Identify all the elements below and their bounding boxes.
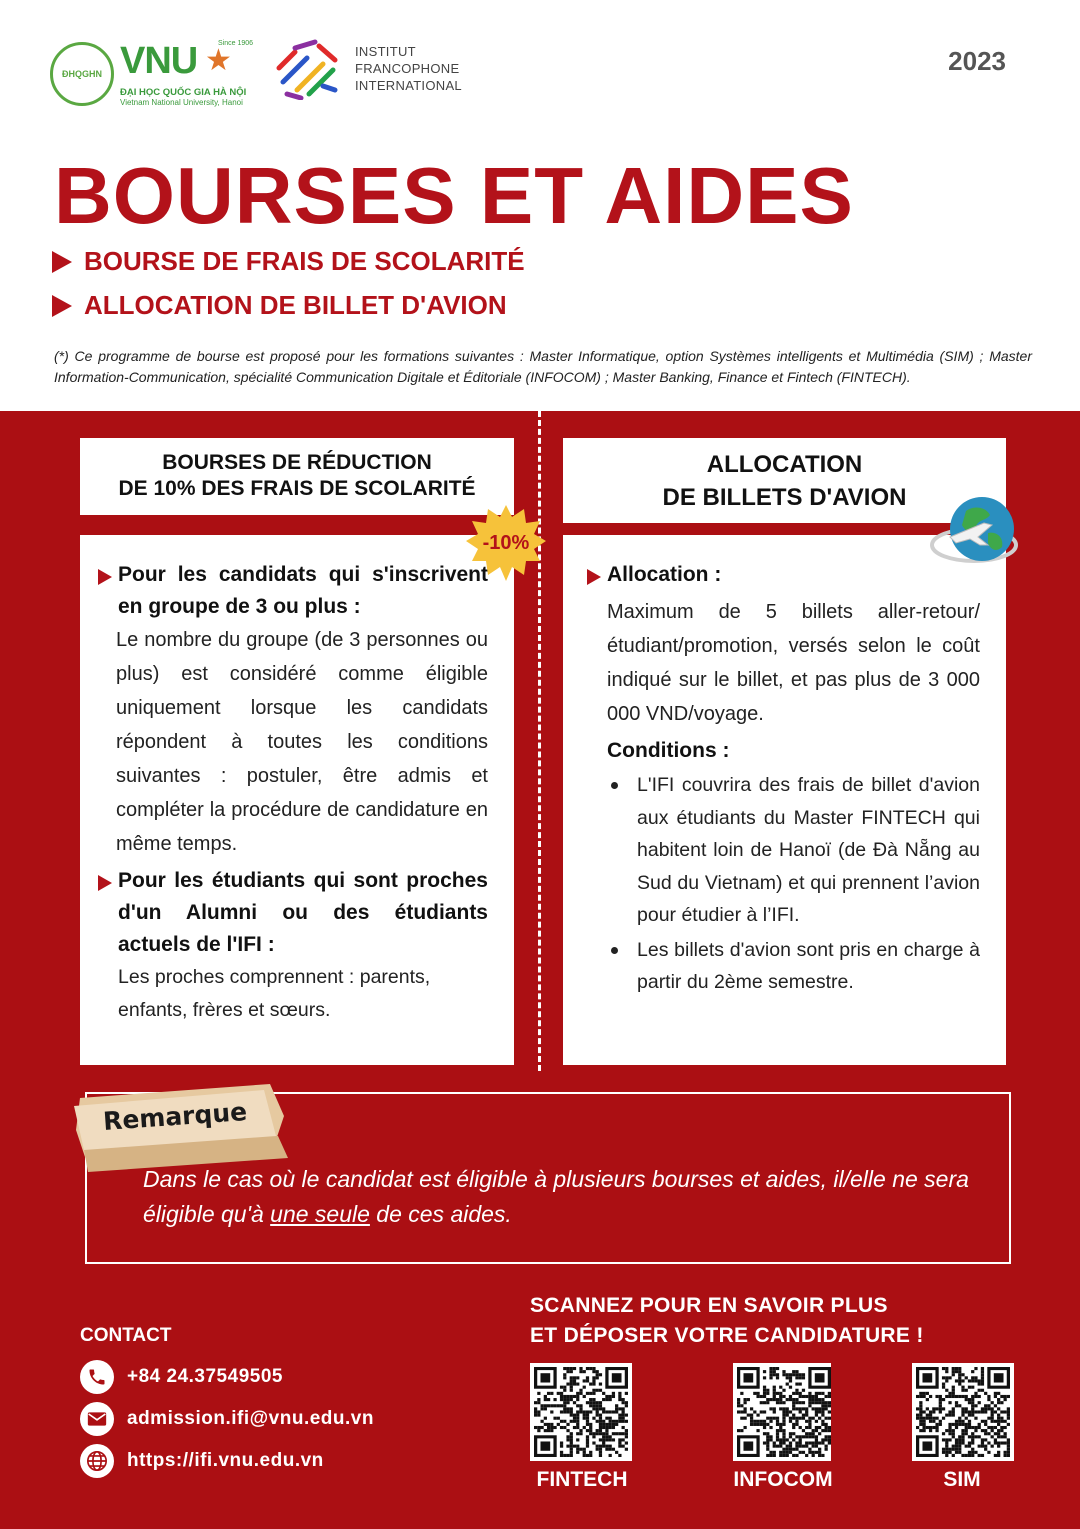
allocation-heading-text: Allocation :: [607, 563, 722, 586]
bullet-icon: [611, 947, 618, 954]
subtitle-tuition-text: BOURSE DE FRAIS DE SCOLARITÉ: [84, 246, 525, 276]
qr-label-fintech: FINTECH: [536, 1468, 628, 1491]
subtitle-tuition: [52, 246, 525, 277]
tuition-header-line1: BOURSES DE RÉDUCTION: [162, 451, 432, 474]
ifi-name-line1: INSTITUT: [355, 44, 416, 59]
ifi-mark-icon: [275, 38, 339, 100]
phone-icon: [80, 1360, 114, 1394]
vnu-seal-text: ĐHQGHN: [62, 69, 102, 79]
allocation-text: Maximum de 5 billets aller-retour/ étudiant/promotion, versés selon le coût indiqué sur le billet, et pas plus de 3 000 000 VND/voyage.: [607, 601, 980, 725]
ifi-name: [355, 43, 462, 94]
star-icon: ★: [205, 44, 232, 77]
year: 2023: [948, 46, 1006, 76]
remark-text-after: de ces aides.: [369, 1201, 512, 1227]
ifi-logo: [275, 38, 485, 100]
condition-text: Les billets d'avion sont pris en charge à partir du 2ème semestre.: [637, 938, 980, 993]
globe-airplane-icon: [930, 493, 1020, 569]
conditions-list: [607, 769, 980, 999]
allocation-heading: [607, 559, 980, 591]
condition-item: [607, 769, 980, 932]
email-address[interactable]: admission.ifi@vnu.edu.vn: [127, 1408, 374, 1429]
qr-code-icon: [534, 1367, 628, 1457]
qr-label-infocom: INFOCOM: [733, 1468, 833, 1491]
plane-header-line1: ALLOCATION: [706, 451, 863, 478]
vnu-logo: [50, 40, 255, 110]
red-section: [0, 411, 1080, 1529]
scan-title: [530, 1291, 924, 1351]
discount-badge: [466, 503, 546, 583]
ifi-name-line3: INTERNATIONAL: [355, 78, 462, 93]
triangle-icon: [52, 295, 72, 317]
scan-title-line1: SCANNEZ POUR EN SAVOIR PLUS: [530, 1294, 888, 1317]
triangle-icon: [98, 569, 112, 585]
plane-ticket-box-body: [563, 535, 1006, 1065]
triangle-icon: [52, 251, 72, 273]
remark-text: [143, 1162, 973, 1232]
condition-item: [607, 934, 980, 999]
subtitle-plane-ticket-text: ALLOCATION DE BILLET D'AVION: [84, 290, 507, 320]
contact-phone: [80, 1360, 283, 1394]
subtitle-plane-ticket: [52, 290, 507, 321]
tuition-header-line2: DE 10% DES FRAIS DE SCOLARITÉ: [118, 477, 476, 500]
email-icon: [80, 1402, 114, 1436]
group-item-heading: [118, 559, 488, 623]
vnu-subtitle-vn: ĐẠI HỌC QUỐC GIA HÀ NỘI: [120, 87, 247, 98]
qr-code-infocom[interactable]: [733, 1363, 831, 1461]
alumni-item-heading: [118, 865, 488, 961]
vnu-subtitle-en: Vietnam National University, Hanoi: [120, 98, 243, 107]
triangle-icon: [587, 569, 601, 585]
alumni-item-text: Les proches comprennent : parents, enfants, frères et sœurs.: [118, 966, 431, 1021]
alumni-item-heading-text: Pour les étudiants qui sont proches d'un Alumni ou des étudiants actuels de l'IFI :: [118, 869, 488, 956]
qr-code-icon: [737, 1367, 831, 1457]
qr-code-fintech[interactable]: [530, 1363, 632, 1461]
qr-code-icon: [916, 1367, 1010, 1457]
remark-label: Remarque: [102, 1096, 248, 1136]
group-item-heading-text: Pour les candidats qui s'inscrivent en groupe de 3 ou plus :: [118, 563, 488, 618]
tuition-box-header: [80, 438, 514, 515]
vnu-since: Since 1906: [218, 40, 254, 47]
bullet-icon: [611, 782, 618, 789]
qr-code-sim[interactable]: [912, 1363, 1014, 1461]
group-item-text: Le nombre du groupe (de 3 personnes ou plus) est considéré comme éligible uniquement lorsque les candidats répondent à toutes les conditions suivantes : postuler, être admis et compléter la procédure de candidature en même temps.: [116, 629, 488, 855]
ifi-name-line2: FRANCOPHONE: [355, 61, 460, 76]
contact-title: CONTACT: [80, 1325, 172, 1346]
main-title: BOURSES ET AIDES: [54, 151, 854, 240]
website-url[interactable]: https://ifi.vnu.edu.vn: [127, 1450, 324, 1471]
plane-header-line2: DE BILLETS D'AVION: [662, 484, 907, 511]
phone-number[interactable]: +84 24.37549505: [127, 1366, 283, 1387]
condition-text: L'IFI couvrira des frais de billet d'avion aux étudiants du Master FINTECH qui habitent loin de Hanoï (de Đà Nẵng au Sud du Vietnam) et qui prennent l’avion pour étudier à l’IFI.: [637, 774, 980, 926]
globe-icon: [80, 1444, 114, 1478]
vnu-seal-icon: [50, 42, 114, 106]
remark-text-underlined: une seule: [270, 1201, 370, 1227]
conditions-heading: Conditions :: [607, 739, 730, 762]
qr-label-sim: SIM: [943, 1468, 981, 1491]
triangle-icon: [98, 875, 112, 891]
remark-text-before: Dans le cas où le candidat est éligible à plusieurs bourses et aides, il/elle ne sera éligible qu'à: [143, 1166, 969, 1227]
scan-title-line2: ET DÉPOSER VOTRE CANDIDATURE !: [530, 1324, 924, 1347]
vnu-wordmark: VNU: [120, 40, 198, 82]
discount-badge-text: -10%: [482, 531, 530, 554]
contact-email: [80, 1402, 374, 1436]
tuition-box-body: [80, 535, 514, 1065]
contact-website: [80, 1444, 324, 1478]
program-note: (*) Ce programme de bourse est proposé pour les formations suivantes : Master Informatique, option Systèmes intelligents et Multimédia (SIM) ; Master Information-Communication, spécialité Communication Digitale et Éditoriale (INFOCOM) ; Master Banking, Finance et Fintech (FINTECH).: [54, 348, 1032, 385]
